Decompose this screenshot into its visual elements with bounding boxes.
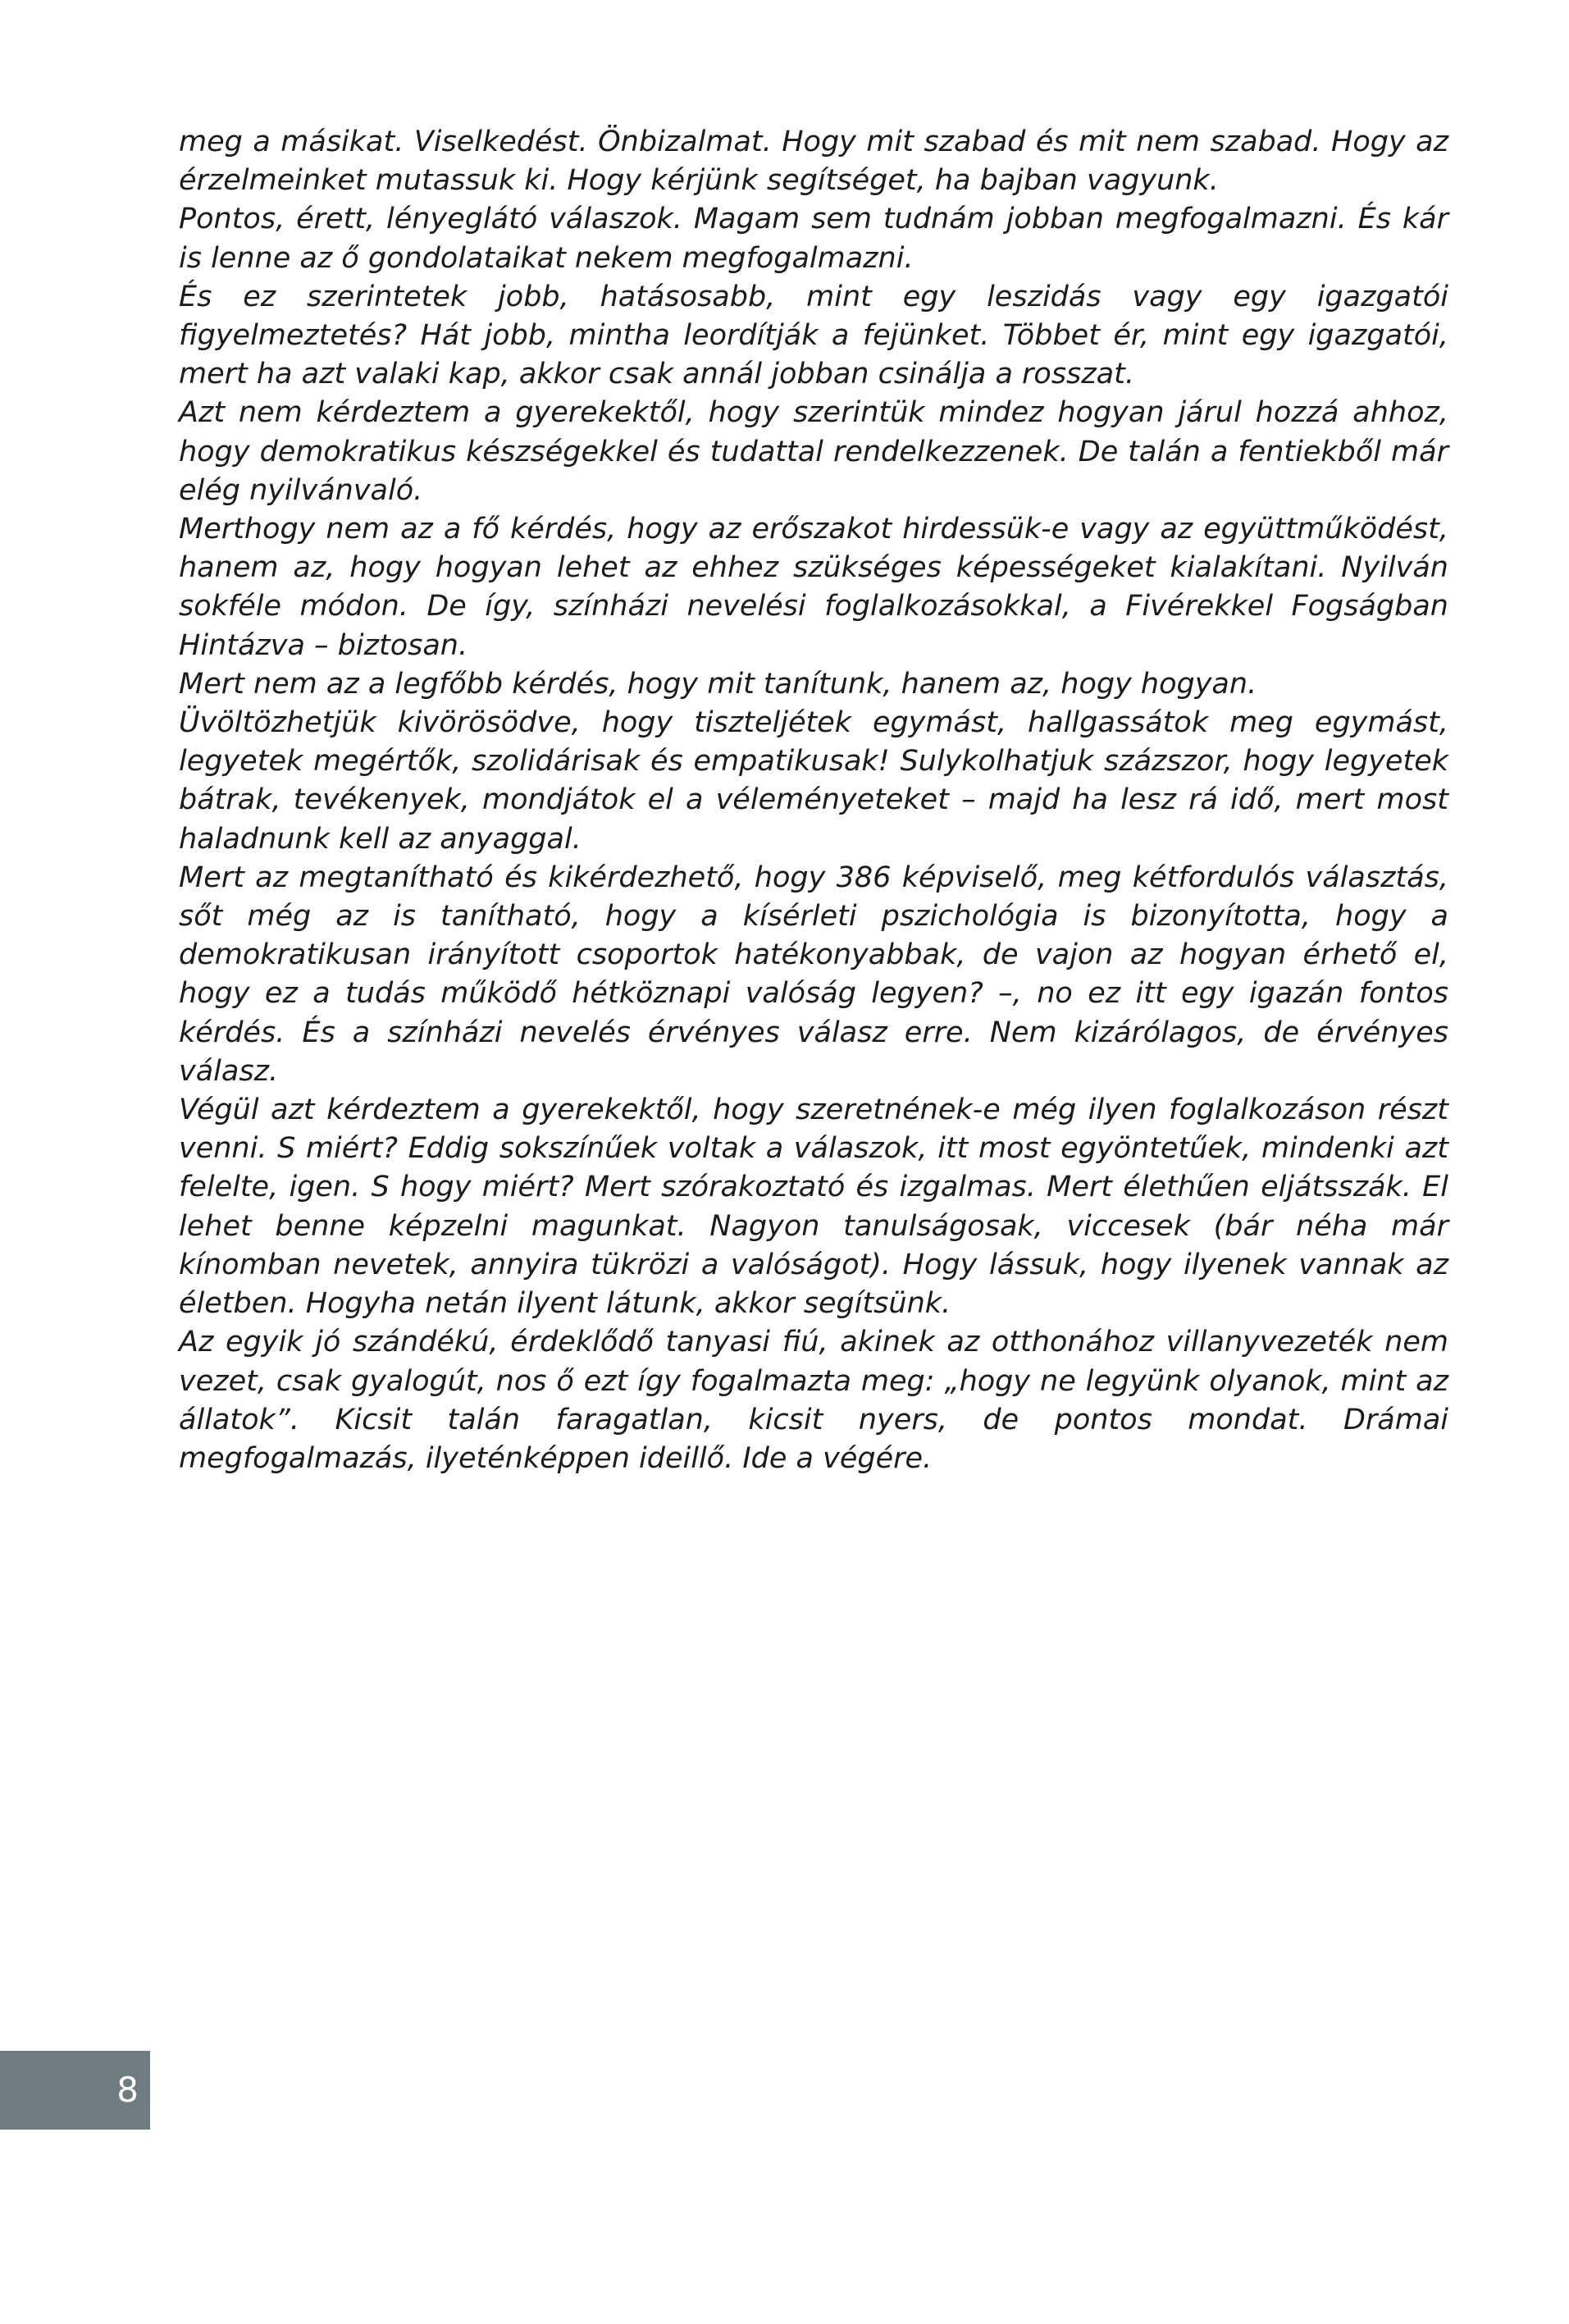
paragraph-5: Merthogy nem az a fő kérdés, hogy az erőszakot hirdessük-e vagy az együttműködést, hanem az, hogy hogyan lehet az ehhez szükséges képességeket kialakítani. Nyilván sokféle módon. De így, színházi nevelési foglalkozásokkal, a Fivérekkel Fogságban Hintázva – biztosan. (179, 513, 1448, 662)
paragraph-8: Mert az megtanítható és kikérdezhető, hogy 386 képviselő, meg kétfordulós választás, sőt még az is tanítható, hogy a kísérleti pszichológia is bizonyította, hogy a demokratikusan irányított csoportok hatékonyabbak, de vajon az hogyan érhető el, hogy ez a tudás működő hétköznapi valóság legyen? –, no ez itt egy igazán fontos kérdés. És a színházi nevelés érvényes válasz erre. Nem kizárólagos, de érvényes válasz. (179, 861, 1448, 1088)
paragraph-3: És ez szerintetek jobb, hatásosabb, mint egy leszidás vagy egy igazgatói figyelmeztetés? Hát jobb, mintha leordítják a fejünket. Többet ér, mint egy igazgatói, mert ha azt valaki kap, akkor csak annál jobban csinálja a rosszat. (179, 280, 1448, 391)
paragraph-6: Mert nem az a legfőbb kérdés, hogy mit tanítunk, hanem az, hogy hogyan. (179, 667, 1257, 701)
paragraph-4: Azt nem kérdeztem a gyerekektől, hogy szerintük mindez hogyan járul hozzá ahhoz, hogy demokratikus készségekkel és tudattal rendelkezzenek. De talán a fentiekből már elég nyilvánvaló. (179, 396, 1448, 507)
page-number-tab (0, 2051, 150, 2130)
paragraph-9: Végül azt kérdeztem a gyerekektől, hogy szeretnének-e még ilyen foglalkozáson részt venni. S miért? Eddig sokszínűek voltak a válaszok, itt most egyöntetűek, mindenki azt felelte, igen. S hogy miért? Mert szórakoztató és izgalmas. Mert élethűen eljátsszák. El lehet benne képzelni magunkat. Nagyon tanulságosak, viccesek (bár néha már kínomban nevetek, annyira tükrözi a valóságot). Hogy lássuk, hogy ilyenek vannak az életben. Hogyha netán ilyent látunk, akkor segítsünk. (179, 1094, 1448, 1321)
paragraph-7: Üvöltözhetjük kivörösödve, hogy tiszteljétek egymást, hallgassátok meg egymást, legyetek megértők, szolidárisak és empatikusak! Sulykolhatjuk százszor, hogy legyetek bátrak, tevékenyek, mondjátok el a véleményeteket – majd ha lesz rá idő, mert most haladnunk kell az anyaggal. (179, 706, 1448, 856)
paragraph-1: meg a másikat. Viselkedést. Önbizalmat. Hogy mit szabad és mit nem szabad. Hogy az érzelmeinket mutassuk ki. Hogy kérjünk segítséget, ha bajban vagyunk. (179, 126, 1448, 198)
page-number: 8 (116, 2070, 139, 2110)
body-text (179, 123, 1448, 1478)
paragraph-2: Pontos, érett, lényeglátó válaszok. Magam sem tudnám jobban megfogalmazni. És kár is lenne az ő gondolataikat nekem megfogalmazni. (179, 203, 1448, 275)
paragraph-10: Az egyik jó szándékú, érdeklődő tanyasi fiú, akinek az otthonához villanyvezeték nem vezet, csak gyalogút, nos ő ezt így fogalmazta meg: „hogy ne legyünk olyanok, mint az állatok”. Kicsit talán faragatlan, kicsit nyers, de pontos mondat. Drámai megfogalmazás, ilyeténképpen ideillő. Ide a végére. (179, 1326, 1448, 1475)
